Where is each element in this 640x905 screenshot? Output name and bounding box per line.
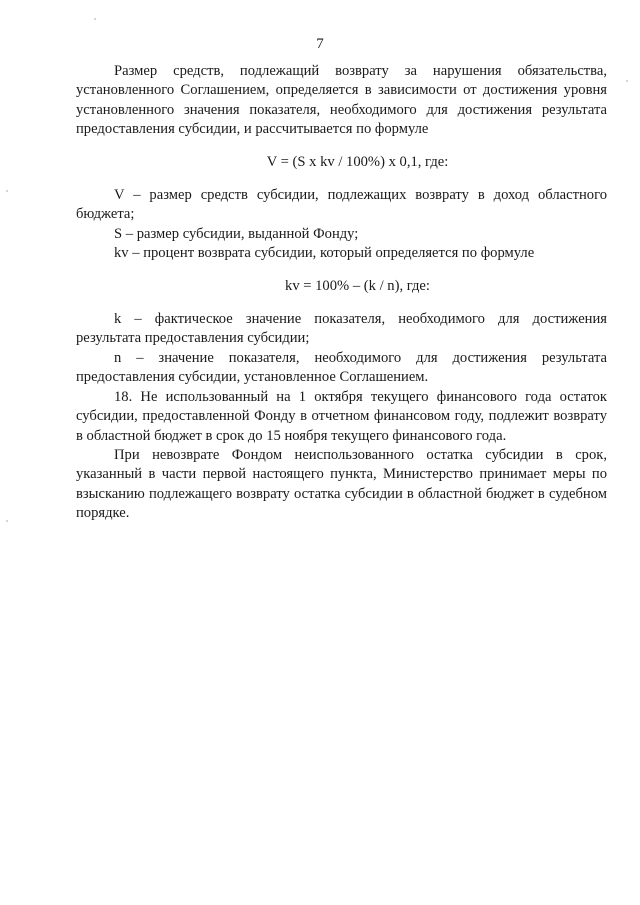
paragraph-18: 18. Не использованный на 1 октября текущего финансового года остаток субсидии, предоставленной Фонду в отчетном финансовом году, подлежит возврату в областной бюджет в срок до 15 ноября текущего финансового года.	[76, 388, 607, 444]
paragraph-refund-amount: Размер средств, подлежащий возврату за нарушения обязательства, установленного Соглашением, определяется в зависимости от достижения уровня установленного значения показателя, необходимого для достижения результата предоставления субсидии, и рассчитывается по формуле	[76, 63, 607, 138]
definition-s: S – размер субсидии, выданной Фонду;	[114, 225, 359, 242]
page-number: 7	[316, 36, 324, 52]
definition-v: V – размер средств субсидии, подлежащих возврату в доход областного бюджета;	[76, 187, 607, 223]
formula-refund-percent: kv = 100% – (k / n), где:	[285, 277, 430, 294]
definition-n: n – значение показателя, необходимого для достижения результата предоставления субсидии, установленное Соглашением.	[76, 349, 607, 386]
scan-speck	[6, 520, 8, 522]
definition-kv: kv – процент возврата субсидии, который определяется по формуле	[114, 245, 535, 262]
definition-k: k – фактическое значение показателя, необходимого для достижения результата предоставления субсидии;	[76, 311, 607, 347]
formula-refund-volume: V = (S x kv / 100%) x 0,1, где:	[266, 153, 449, 170]
scan-speck	[626, 80, 628, 82]
scan-speck	[6, 190, 8, 192]
scan-speck	[94, 18, 96, 20]
paragraph-non-return: При невозврате Фондом неиспользованного остатка субсидии в срок, указанный в части первой настоящего пункта, Министерство принимает меры по взысканию подлежащего возврату остатка субсидии в областной бюджет в судебном порядке.	[76, 446, 607, 522]
document-body	[76, 62, 607, 524]
